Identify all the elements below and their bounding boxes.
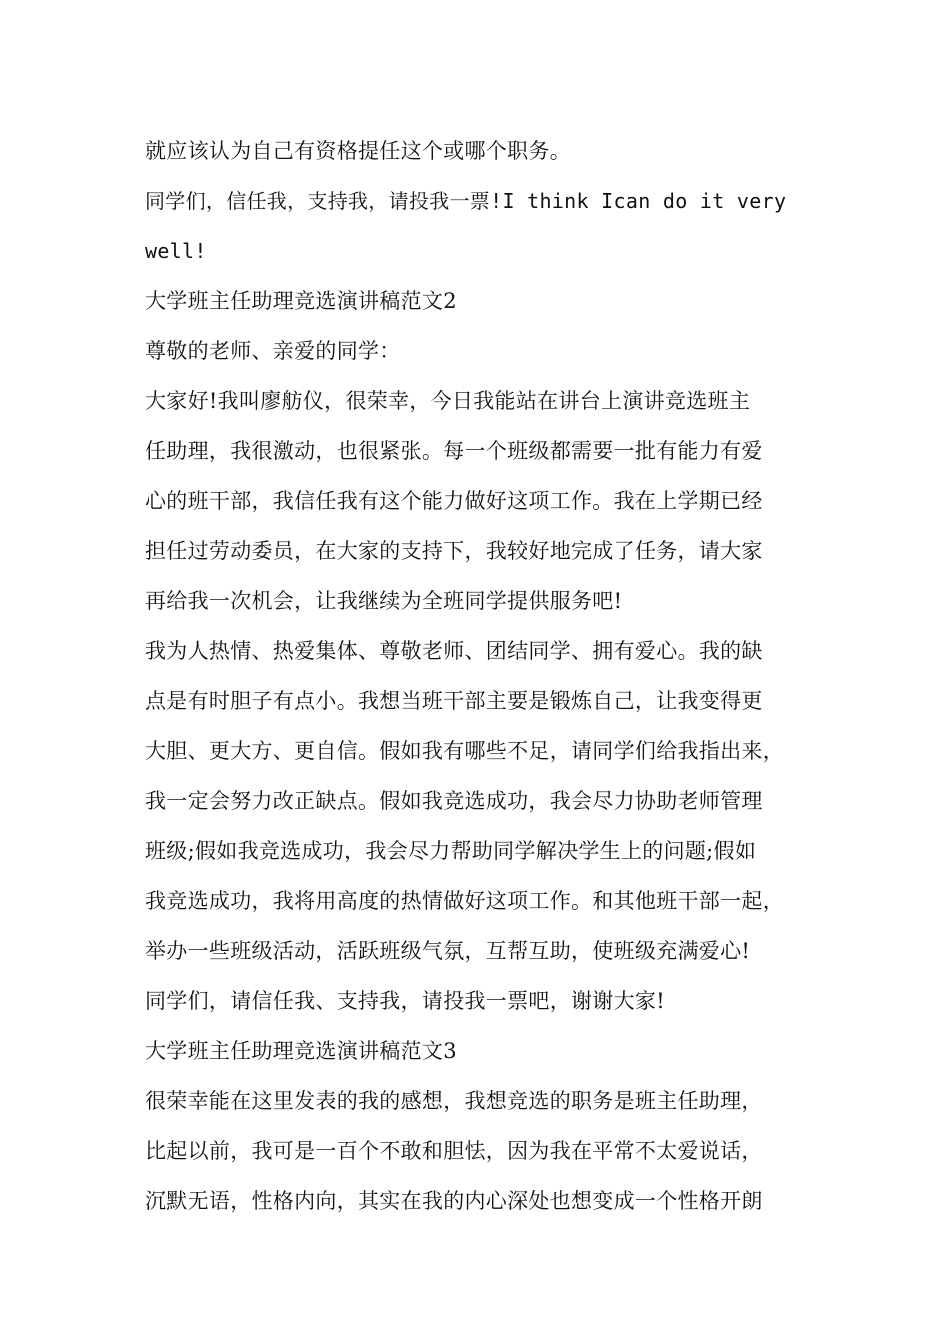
text-line-6: 大家好!我叫廖舫仪，很荣幸，今日我能站在讲台上演讲竞选班主 bbox=[145, 389, 751, 413]
text-line-10: 再给我一次机会，让我继续为全班同学提供服务吧! bbox=[145, 589, 623, 613]
text-line-16: 我竞选成功，我将用高度的热情做好这项工作。和其他班干部一起， bbox=[145, 889, 784, 913]
text-line-17: 举办一些班级活动，活跃班级气氛，互帮互助，使班级充满爱心! bbox=[145, 939, 751, 963]
text-line-12: 点是有时胆子有点小。我想当班干部主要是锻炼自己，让我变得更 bbox=[145, 689, 763, 713]
text-line-21: 比起以前，我可是一百个不敢和胆怯，因为我在平常不太爱说话， bbox=[145, 1139, 763, 1163]
text-line-22: 沉默无语，性格内向，其实在我的内心深处也想变成一个性格开朗 bbox=[145, 1189, 763, 1213]
text-line-11: 我为人热情、热爱集体、尊敬老师、团结同学、拥有爱心。我的缺 bbox=[145, 639, 763, 663]
text-line-3: well! bbox=[145, 239, 207, 263]
text-line-9: 担任过劳动委员，在大家的支持下，我较好地完成了任务，请大家 bbox=[145, 539, 763, 563]
text-line-18: 同学们，请信任我、支持我，请投我一票吧，谢谢大家! bbox=[145, 989, 665, 1013]
text-line-2: 同学们，信任我，支持我，请投我一票!I think Ican do it very bbox=[145, 189, 787, 213]
section-heading-3: 大学班主任助理竞选演讲稿范文3 bbox=[145, 1039, 457, 1063]
text-line-7: 任助理，我很激动，也很紧张。每一个班级都需要一批有能力有爱 bbox=[145, 439, 763, 463]
text-line-8: 心的班干部，我信任我有这个能力做好这项工作。我在上学期已经 bbox=[145, 489, 763, 513]
text-line-5: 尊敬的老师、亲爱的同学： bbox=[145, 339, 401, 363]
text-line-1: 就应该认为自己有资格提任这个或哪个职务。 bbox=[145, 139, 571, 163]
section-heading-2: 大学班主任助理竞选演讲稿范文2 bbox=[145, 289, 457, 313]
text-line-20: 很荣幸能在这里发表的我的感想，我想竞选的职务是班主任助理， bbox=[145, 1089, 763, 1113]
text-line-14: 我一定会努力改正缺点。假如我竞选成功，我会尽力协助老师管理 bbox=[145, 789, 763, 813]
text-line-13: 大胆、更大方、更自信。假如我有哪些不足，请同学们给我指出来， bbox=[145, 739, 784, 763]
text-line-15: 班级;假如我竞选成功，我会尽力帮助同学解决学生上的问题;假如 bbox=[145, 839, 757, 863]
